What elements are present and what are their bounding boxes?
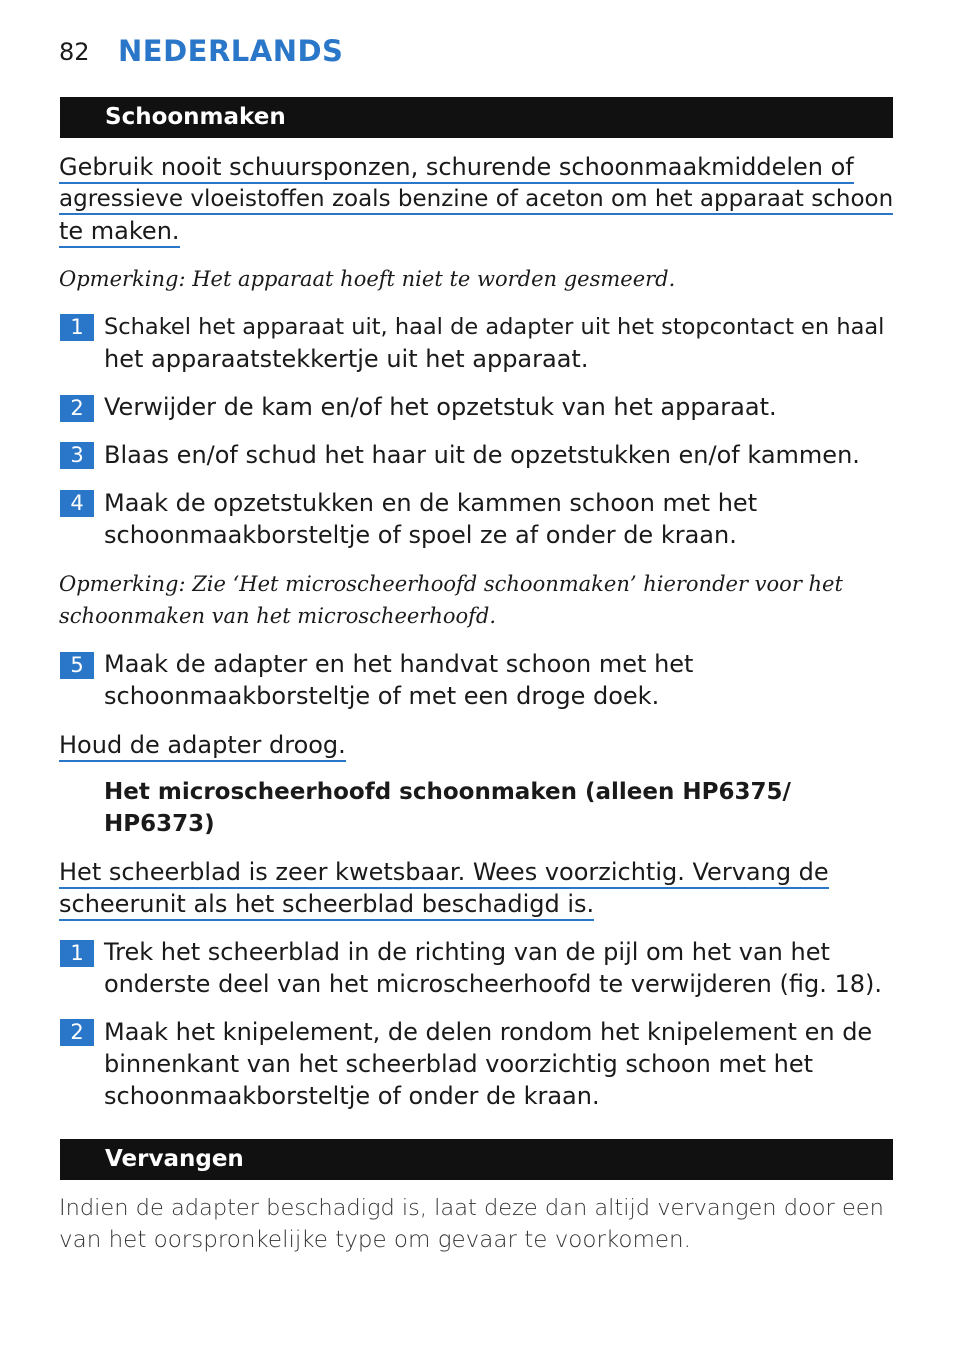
step-text: onderste deel van het microscheerhoofd te verwijderen (fig. 18). (104, 970, 882, 998)
warning-line: te maken. (59, 215, 180, 247)
step-text: Schakel het apparaat uit, haal de adapter uit het stopcontact en haal (104, 314, 885, 340)
note-microshaver: Opmerking: Zie ‘Het microscheerhoofd schoonmaken’ hieronder voor het (59, 572, 843, 596)
step-text: Maak het knipelement, de delen rondom het knipelement en de (104, 1018, 873, 1046)
step-text: het apparaatstekkertje uit het apparaat. (104, 345, 589, 373)
section-title-replace: Vervangen (105, 1146, 244, 1172)
step-text: schoonmaakborsteltje of onder de kraan. (104, 1082, 600, 1110)
page-number: 82 (59, 38, 90, 66)
step-text: schoonmaakborsteltje of spoel ze af onder de kraan. (104, 521, 737, 549)
step-text: binnenkant van het scheerblad voorzichtig schoon met het (104, 1050, 814, 1078)
caution-text: Houd de adapter droog. (59, 729, 346, 761)
step-number: 4 (60, 490, 94, 517)
warning-line: Gebruik nooit schuursponzen, schurende schoonmaakmiddelen of (59, 151, 854, 183)
step-number: 5 (60, 652, 94, 679)
step-text: Verwijder de kam en/of het opzetstuk van het apparaat. (104, 393, 777, 421)
note-lubrication: Opmerking: Het apparaat hoeft niet te worden gesmeerd. (59, 267, 676, 291)
section-bar-replace (60, 1139, 893, 1180)
replace-text: Indien de adapter beschadigd is, laat deze dan altijd vervangen door een (59, 1195, 884, 1221)
step-number: 3 (60, 442, 94, 469)
step-number: 2 (60, 395, 94, 422)
language-heading: NEDERLANDS (118, 34, 344, 68)
warning-line: agressieve vloeistoffen zoals benzine of aceton om het apparaat schoon (59, 183, 893, 215)
section-title-cleaning: Schoonmaken (105, 104, 286, 130)
subsection-title: Het microscheerhoofd schoonmaken (alleen HP6375/ (104, 779, 791, 805)
step-text: Trek het scheerblad in de richting van de pijl om het van het (104, 938, 830, 966)
subsection-title: HP6373) (104, 811, 215, 837)
note-microshaver: schoonmaken van het microscheerhoofd. (59, 604, 497, 628)
step-text: Maak de opzetstukken en de kammen schoon met het (104, 489, 758, 517)
step-text: schoonmaakborsteltje of met een droge doek. (104, 682, 660, 710)
section-bar-cleaning (60, 97, 893, 138)
replace-text: van het oorspronkelijke type om gevaar te voorkomen. (59, 1227, 691, 1253)
step-text: Maak de adapter en het handvat schoon met het (104, 650, 694, 678)
step-number: 1 (60, 314, 94, 341)
step-text: Blaas en/of schud het haar uit de opzetstukken en/of kammen. (104, 441, 860, 469)
warning-line: scheerunit als het scheerblad beschadigd is. (59, 888, 594, 920)
step-number: 1 (60, 940, 94, 967)
warning-line: Het scheerblad is zeer kwetsbaar. Wees voorzichtig. Vervang de (59, 856, 829, 888)
step-number: 2 (60, 1019, 94, 1046)
